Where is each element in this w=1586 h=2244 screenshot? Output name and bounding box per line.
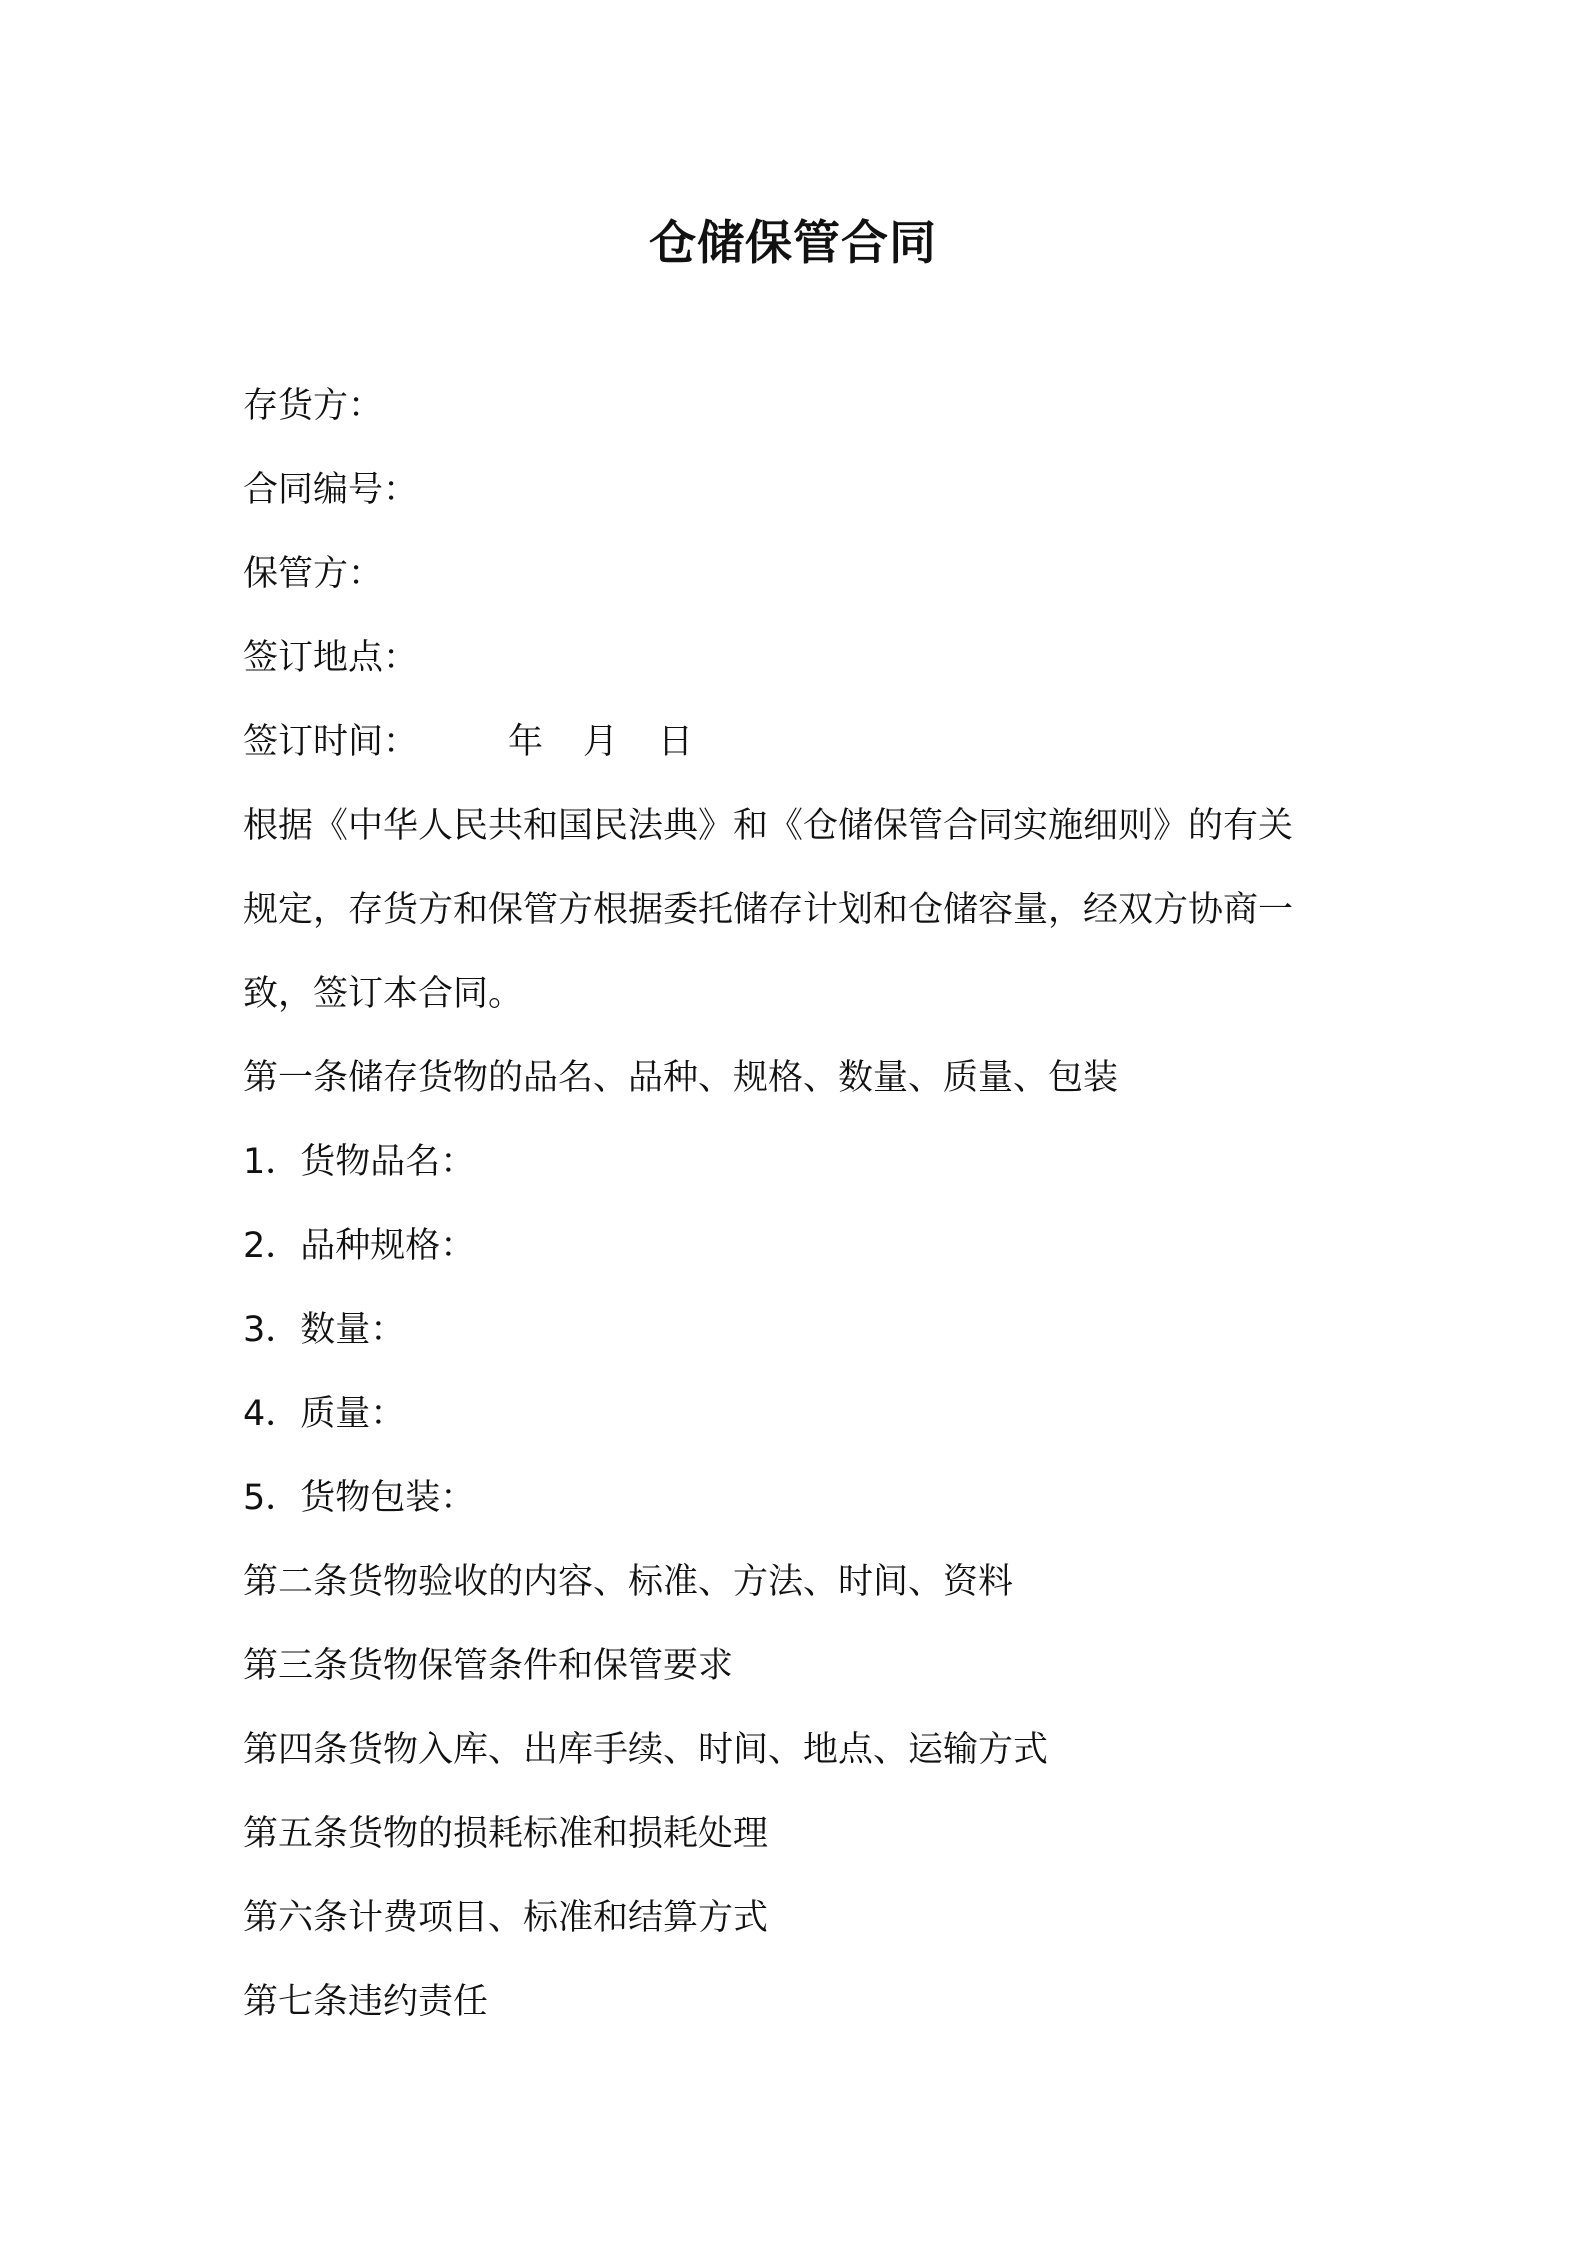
day-label: 日 — [658, 722, 694, 762]
depositor-field: 存货方： — [243, 386, 384, 426]
article-1-item: 5．货物包装： — [243, 1478, 476, 1518]
article-heading: 第四条货物入库、出库手续、时间、地点、运输方式 — [243, 1730, 1049, 1770]
contract-number-field: 合同编号： — [243, 470, 419, 510]
document-body — [243, 364, 1363, 2044]
article-heading: 第二条货物验收的内容、标准、方法、时间、资料 — [243, 1562, 1014, 1602]
preamble-line: 规定，存货方和保管方根据委托储存计划和仓储容量，经双方协商一 — [243, 890, 1294, 930]
article-1-item: 4．质量： — [243, 1394, 406, 1434]
article-heading: 第五条货物的损耗标准和损耗处理 — [243, 1814, 769, 1854]
preamble-line: 致，签订本合同。 — [243, 974, 524, 1014]
custodian-field: 保管方： — [243, 554, 384, 594]
article-heading: 第六条计费项目、标准和结算方式 — [243, 1898, 769, 1938]
signing-time-label: 签订时间： — [243, 722, 419, 762]
article-1-item: 1．货物品名： — [243, 1142, 476, 1182]
year-label: 年 — [508, 722, 544, 762]
article-1-item: 2．品种规格： — [243, 1226, 476, 1266]
month-label: 月 — [583, 722, 619, 762]
article-1-heading: 第一条储存货物的品名、品种、规格、数量、质量、包装 — [243, 1058, 1119, 1098]
document-title: 仓储保管合同 — [649, 216, 937, 271]
signing-place-field: 签订地点： — [243, 638, 419, 678]
article-heading: 第七条违约责任 — [243, 1982, 489, 2022]
preamble-line: 根据《中华人民共和国民法典》和《仓储保管合同实施细则》的有关 — [243, 806, 1294, 846]
article-heading: 第三条货物保管条件和保管要求 — [243, 1646, 734, 1686]
signing-time-field — [243, 700, 1363, 784]
article-1-item: 3．数量： — [243, 1310, 406, 1350]
